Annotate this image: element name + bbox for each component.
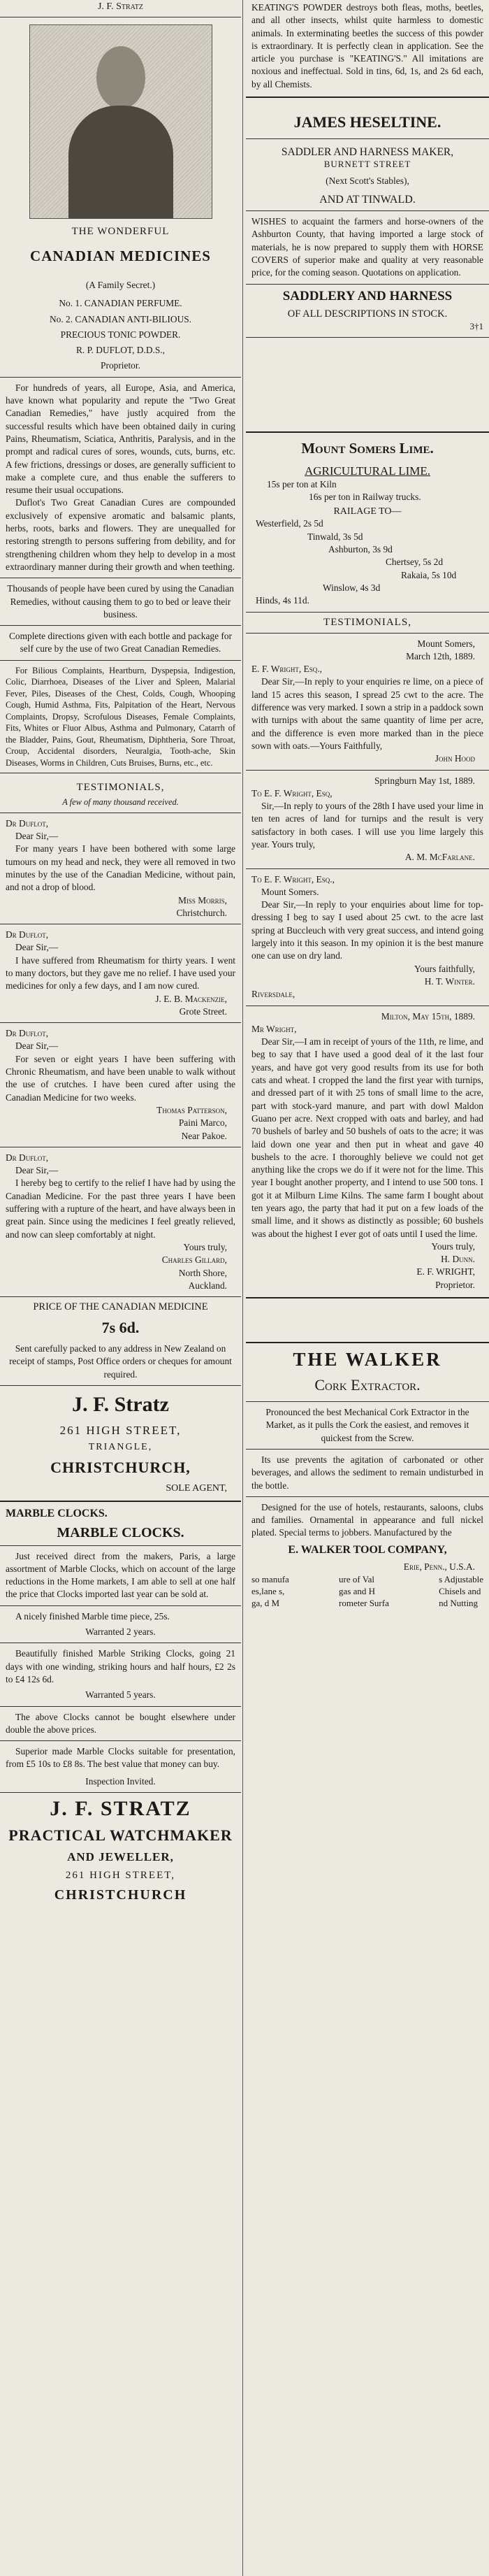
t1-body: For many years I have been bothered with some large tumours on my head and neck, they were all removed in two minutes by the use of the Canadian Medicine, without pain, and not a drop of blood.	[6, 843, 235, 893]
divider	[246, 770, 489, 771]
designed-paragraph: Designed for the use of hotels, restaurants, saloons, clubs and families. Ornamental in appearance and full nickel plated. Special terms to jobbers. Manufactured by the	[251, 1501, 483, 1538]
ad-code: 3†1	[469, 320, 483, 331]
price-heading: PRICE OF THE CANADIAN MEDICINE	[33, 1301, 208, 1313]
address-2: 261 HIGH STREET,	[65, 1870, 176, 1882]
tonic-label: PRECIOUS TONIC POWDER.	[60, 329, 181, 340]
t4-to: Dr Duflot,	[6, 1152, 49, 1163]
m4-date: Milton, May 15th, 1889.	[381, 1010, 475, 1022]
divider	[0, 1792, 241, 1793]
no2-label: No. 2. CANADIAN ANTI-BILIOUS.	[49, 313, 192, 324]
m3-body: Dear Sir,—In reply to your enquiries about lime for top-dressing I beg to say I used about 25 cwt. to the acre last spring at Buccleuch with very great success, and intend going largely into it this season. In my opinion it is the best manure one can use on dry land.	[251, 899, 483, 961]
next-stables: (Next Scott's Stables),	[326, 176, 409, 187]
m2-body: Sir,—In reply to yours of the 28th I have used your lime in ten ten acres of land for turnips and the result is very satisfactory in both cases. I will use you lime largely this year. Yours truly,	[251, 801, 483, 850]
descriptions-label: OF ALL DESCRIPTIONS IN STOCK.	[287, 308, 448, 320]
stratz-header: J. F. Stratz	[97, 1, 143, 12]
t1-to: Dr Duflot,	[6, 817, 49, 829]
family-secret: (A Family Secret.)	[85, 280, 156, 290]
divider	[0, 625, 241, 626]
divider	[0, 1296, 241, 1297]
superior-paragraph: Superior made Marble Clocks suitable for presentation, from £5 10s to £8 8s. The best value that money can buy.	[6, 1746, 235, 1770]
wonderful-heading: THE WONDERFUL	[71, 226, 170, 237]
testimonials-right: TESTIMONIALS,	[323, 616, 411, 628]
divider	[0, 1605, 241, 1606]
walker-heading: THE WALKER	[293, 1349, 442, 1371]
t3-place-2: Near Pakoe.	[181, 1130, 227, 1141]
sole-agent: SOLE AGENT,	[166, 1483, 227, 1494]
tinwald-label: AND AT TINWALD.	[319, 194, 416, 206]
watchmaker-label: PRACTICAL WATCHMAKER	[8, 1826, 233, 1845]
fragment-col-2: ure of Val gas and H rometer Surfa	[339, 1574, 389, 1609]
divider	[0, 377, 241, 378]
rail-1: Westerfield, 2s 5d	[256, 518, 323, 529]
m4-signature: H. Dunn.	[441, 1254, 475, 1265]
warranted-5: Warranted 5 years.	[85, 1689, 156, 1701]
bottom-fragments	[246, 1573, 489, 1609]
divider	[246, 1401, 489, 1402]
m3-to: To E. F. Wright, Esq.,	[251, 873, 335, 885]
divider	[246, 868, 489, 869]
divider	[246, 96, 489, 98]
m1-to: E. F. Wright, Esq.,	[251, 664, 322, 675]
t4-place-2: Auckland.	[188, 1280, 227, 1291]
no1-label: No. 1. CANADIAN PERFUME.	[59, 298, 182, 309]
intro-paragraph-2: Duflot's Two Great Canadian Cures are compounded exclusively of expensive aromatic and balsamic plants, herbs, roots, barks and flowers. They are unequalled for restoring strength to persons suffering from debility, and for strengthening children whom they help to develop in a most extraordinary manner during their growth and when teething.	[6, 497, 235, 572]
m2-signature: A. M. McFarlane.	[404, 852, 475, 863]
agricultural-lime: AGRICULTURAL LIME.	[304, 464, 431, 478]
divider	[246, 284, 489, 285]
m1-body: Dear Sir,—In reply to your enquiries re lime, on a piece of land 15 acres this season, I spread 25 cwt to the acre. The difference was very marked. I sown a strip in a paddock sown with turnips with about the same quantity of lime per acre, and the difference is even more marked than in the piece sown with oats.—Yours Faithfully,	[251, 676, 483, 751]
divider	[246, 612, 489, 613]
m1-signature: John Hood	[435, 753, 475, 764]
divider	[0, 1740, 241, 1741]
t4-place-1: North Shore,	[178, 1267, 227, 1278]
directions-paragraph: Complete directions given with each bottle and package for self cure by the use of two Great Canadian Remedies.	[8, 631, 233, 654]
finish-paragraph: A nicely finished Marble time piece, 25s.	[15, 1610, 170, 1622]
m1-date: March 12th, 1889.	[406, 650, 475, 661]
divider	[0, 660, 241, 661]
t2-to: Dr Duflot,	[6, 929, 49, 940]
m3-yours: Yours faithfully,	[414, 963, 475, 974]
right-column	[246, 0, 489, 2576]
divider	[246, 1449, 489, 1450]
triangle-label: TRIANGLE,	[88, 1442, 153, 1452]
marble-paragraph: Just received direct from the makers, Paris, a large assortment of Marble Clocks, which on account of the large reductions in the Home markets, I am able to sell at one half the price that Clocks imported last year can be sold at.	[6, 1550, 235, 1600]
t2-signature: J. E. B. Mackenzie,	[155, 993, 227, 1004]
t2-sir: Dear Sir,—	[15, 942, 59, 953]
t3-signature: Thomas Patterson,	[156, 1104, 227, 1115]
t1-signature: Miss Morris,	[177, 894, 227, 906]
fragment-col-1: so manufa es,lane s, ga, d M	[251, 1574, 289, 1609]
price-kiln: 15s per ton at Kiln	[267, 478, 337, 489]
divider	[0, 1385, 241, 1386]
christchurch-1: CHRISTCHURCH,	[50, 1459, 191, 1476]
m3-to-2: Mount Somers.	[261, 886, 319, 897]
t4-yours: Yours truly,	[183, 1241, 227, 1252]
thousands-paragraph: Thousands of people have been cured by using the Canadian Remedies, without causing them to go to bed or leave their business.	[7, 583, 234, 620]
burnett-street: BURNETT STREET	[323, 159, 411, 170]
jeweller-label: AND JEWELLER,	[67, 1850, 174, 1864]
t2-body: I have suffered from Rheumatism for thirty years. I went to many doctors, but they gave me no relief. I have used your medicines for only a few days, and I am now cured.	[6, 954, 235, 992]
pronounced-paragraph: Pronounced the best Mechanical Cork Extractor in the Market, as it pulls the Cork the easiest, and removes it quickest from the Screw.	[265, 1407, 469, 1443]
left-column	[0, 0, 241, 2576]
divider	[0, 1022, 241, 1023]
t2-place: Grote Street.	[179, 1006, 227, 1017]
rail-5: Rakaia, 5s 10d	[401, 569, 457, 580]
bilious-paragraph: For Bilious Complaints, Heartburn, Dyspepsia, Indigestion, Colic, Diarrhoea, Diseases of the Liver and Spleen, Malarial Fever, Piles, Diseases of the Chest, Colds, Cough, Whooping Cough, Humid Asthma, Fits, Palpitation of the Heart, Nervous Complaints, Dropsy, Scrofulous Diseases, Female Complaints, Fits, Whites or Fluor Albus, Asthma and Pulmonary, Catarrh of the Bladder, Pains, Gout, Rheumatism, Diphtheria, Sore Throat, Croup, Accidental disorders, Neuralgia, Tooth-ache, Skin Diseases, Worms in Children, Cuts Bruises, Burns, etc., etc.	[6, 665, 235, 768]
saddlery-label: SADDLERY AND HARNESS	[282, 288, 453, 303]
fragment-col-3: s Adjustable Chisels and nd Nutting	[439, 1574, 483, 1609]
divider	[246, 138, 489, 139]
m4-proprietor: Proprietor.	[435, 1279, 475, 1290]
t3-place-1: Paini Marco,	[178, 1117, 227, 1129]
m4-body: Dear Sir,—I am in receipt of yours of the 11th, re lime, and beg to say that I have used a good deal of it the last four years, and have got very good results from its use for both cats and wheat. I cropped the land the first year with turnips, and dressed part of it with 25 tons of small lime to the acre, part with stock-yard manure, and part with dowl Maldon Guano per acre. Next cropped with oats and barley, and had 70 bushels of barley and 50 bushels of oats to the acre; it was laid down one year and then put in wheat and gave 40 bushels to the acre. I thoroughly believe we could not get anything like the crops we do if it were not for the lime. This year I bought another property, and I intend to use 500 tons. I got it at Milburn Lime Kilns. The same farm I bought about ten years ago, the party that had it put on a few loads of the small lime, and it shows as distinctly as possible; 60 bushels was about the highest I ever got of oats until I used the lime.	[251, 1036, 483, 1239]
t3-sir: Dear Sir,—	[15, 1040, 59, 1052]
m3-place: Riversdale,	[251, 989, 295, 1000]
m2-place: Springburn May 1st, 1889.	[374, 775, 475, 786]
m2-to: To E. F. Wright, Esq,	[251, 787, 333, 799]
divider	[0, 1501, 241, 1502]
divider	[246, 337, 489, 338]
divider	[246, 431, 489, 433]
divider	[246, 1342, 489, 1343]
testimonials-heading: TESTIMONIALS,	[76, 782, 165, 794]
divider	[246, 210, 489, 211]
divider	[0, 1706, 241, 1707]
inspection-invited: Inspection Invited.	[85, 1775, 156, 1787]
proprietor-label: Proprietor.	[101, 360, 140, 371]
column-rule	[242, 0, 243, 2576]
striking-paragraph: Beautifully finished Marble Striking Clocks, going 21 days with one winding, striking hours and half hours, £2 2s to £4 12s 6d.	[6, 1648, 235, 1684]
t3-body: For seven or eight years I have been suffering with Chronic Rheumatism, and have been unable to walk without the use of crutches. I have been cured after using the Canadian Medicine for two weeks.	[6, 1053, 235, 1103]
rail-7: Hinds, 4s 11d.	[256, 595, 309, 606]
doctor-name: R. P. DUFLOT, D.D.S.,	[76, 345, 165, 356]
t3-to: Dr Duflot,	[6, 1028, 49, 1039]
erie-address: Erie, Penn., U.S.A.	[403, 1561, 475, 1572]
divider	[246, 633, 489, 634]
heseltine-name: JAMES HESELTINE.	[293, 113, 441, 131]
m4-yours: Yours truly,	[431, 1240, 475, 1252]
keating-ad: KEATING'S POWDER destroys both fleas, moths, beetles, and all other insects, whilst quite harmless to domestic animals. In exterminating beetles the success of this powder is extraordinary. It is perfectly clean in application. See the article you purchase is "KEATING'S." All imitations are noxious and ineffectual. Sold in tins, 6d, 1s, and 2s 6d each, by all Chemists.	[251, 2, 483, 90]
t1-place: Christchurch.	[176, 907, 227, 918]
m3-signature: H. T. Winter.	[424, 975, 475, 987]
marble-clocks-2: MARBLE CLOCKS.	[57, 1524, 184, 1540]
price-value: 7s 6d.	[101, 1319, 140, 1337]
rail-2: Tinwald, 3s 5d	[307, 531, 363, 542]
mount-somers-heading: Mount Somers Lime.	[301, 439, 434, 457]
t1-sir: Dear Sir,—	[15, 831, 59, 842]
stratz-name: J. F. Stratz	[72, 1393, 169, 1416]
wishes-paragraph: WISHES to acquaint the farmers and horse-owners of the Ashburton County, that having imported a large stock of materials, he is now prepared to supply them with HORSE COVERS of superior make and quality at very reasonable price, for the coming season. Quotations on application.	[251, 216, 483, 278]
thousand-received: A few of many thousand received.	[62, 797, 179, 808]
christchurch-2: CHRISTCHURCH	[54, 1887, 187, 1903]
walker-company: E. WALKER TOOL COMPANY,	[288, 1543, 447, 1556]
m4-to: Mr Wright,	[251, 1023, 297, 1034]
divider	[0, 1545, 241, 1546]
address-1: 261 HIGH STREET,	[59, 1424, 182, 1437]
divider	[246, 1297, 489, 1298]
rail-3: Ashburton, 3s 9d	[328, 544, 393, 555]
rail-4: Chertsey, 5s 2d	[386, 557, 444, 568]
m1-place: Mount Somers,	[417, 638, 475, 649]
sent-paragraph: Sent carefully packed to any address in New Zealand on receipt of stamps, Post Office orders or cheques for amount required.	[9, 1343, 232, 1380]
m4-signature-2: E. F. WRIGHT,	[416, 1266, 475, 1278]
saddler-label: SADDLER AND HARNESS MAKER,	[281, 146, 454, 159]
spacer	[246, 342, 489, 426]
warranted-2: Warranted 2 years.	[85, 1626, 156, 1638]
price-railway: 16s per ton in Railway trucks.	[309, 492, 421, 503]
its-use-paragraph: Its use prevents the agitation of carbonated or other beverages, and allows the sediment to remain undisturbed in the bottle.	[251, 1454, 483, 1491]
t4-body: I hereby beg to certify to the relief I have had by using the Canadian Medicine. For the past three years I have been suffering with a rupture of the heart, and have always been in great pain. Since using the medicines I feel greatly relieved, and now can sleep comfortably at night.	[6, 1178, 235, 1240]
t4-signature: Charles Gillard,	[161, 1254, 227, 1266]
cannot-paragraph: The above Clocks cannot be bought elsewhere under double the above prices.	[6, 1711, 235, 1735]
railage-heading: RAILAGE TO—	[333, 506, 402, 517]
portrait-engraving	[29, 24, 212, 219]
canadian-medicines-heading: CANADIAN MEDICINES	[30, 248, 211, 264]
divider	[246, 1496, 489, 1497]
marble-clocks-1: MARBLE CLOCKS.	[6, 1508, 108, 1520]
cork-extractor-heading: Cork Extractor.	[314, 1376, 421, 1394]
intro-paragraph: For hundreds of years, all Europe, Asia, and America, have known what popularity and repute the "Two Great Canadian Remedies," have justly acquired from the successful results which have been obtained daily in curing Pains, Rheumatism, Sciatica, Anthritis, Paralysis, and in the prompt and radical cures of sores, wounds, cuts, burns, etc. A few frictions, dressings or doses, are generally sufficient to make a complete cure, and thus enable the sufferers to resume their usual occupations.	[6, 382, 235, 496]
rail-6: Winslow, 4s 3d	[323, 582, 381, 593]
spacer	[246, 1304, 489, 1336]
t4-sir: Dear Sir,—	[15, 1165, 59, 1176]
stratz-name-2: J. F. STRATZ	[50, 1797, 191, 1821]
